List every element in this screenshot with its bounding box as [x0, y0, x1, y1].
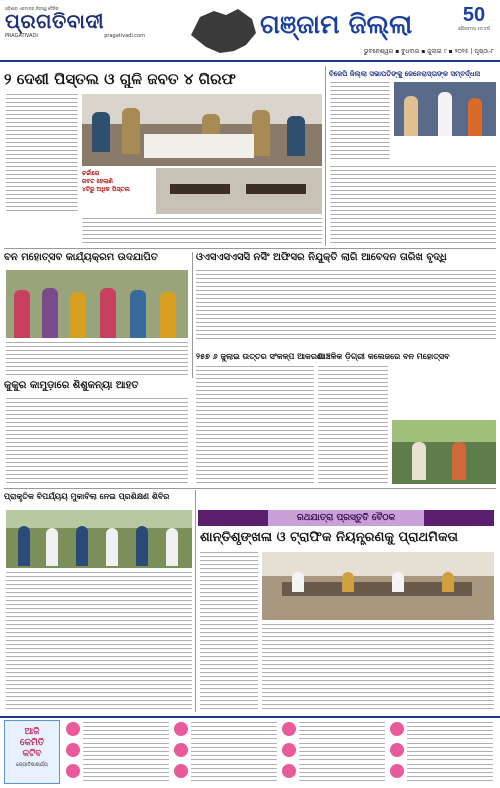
pistol-photo — [82, 94, 322, 166]
disaster-body-text — [6, 572, 192, 712]
horoscope-sign-text — [407, 764, 493, 781]
paper-name-en: PRAGATIVADI — [5, 33, 38, 39]
forest-headline: ବନ ମହୋତ୍ସବ କାର୍ଯ୍ୟକ୍ରମ ଉଦଯାପିତ — [4, 252, 158, 263]
horoscope-sign-icon — [66, 743, 80, 757]
sankalp-headline: ୨୫୭ ୬ ଜୁଲାଇ ଉତ୍ତର ସଂକଳ୍ପ ଆକରଣ — [196, 352, 323, 361]
sankalp-body-text — [196, 366, 314, 484]
anniversary-badge: 50 ଗୌରବମୟ ୫୦ ବର୍ଷ — [458, 4, 490, 31]
pistol-caption: ଚର୍ଚ୍ଚାରେ ଜବତ ହେଲାଣି ୪ଟିରୁ ଅଧିକ ପିସ୍ତଲ — [82, 170, 130, 193]
disaster-photo — [6, 510, 192, 568]
horoscope-sign-text — [191, 764, 277, 781]
horoscope-sign-text — [407, 743, 493, 760]
tagline: ଓଡ଼ିଶାର ଏକମାତ୍ର ନିଜସ୍ୱ ଦୈନିକ — [5, 6, 59, 11]
pistol-headline: ୨ ଦେଶୀ ପିସ୍ତଲ ଓ ଗୁଳି ଜବତ ୪ ଗିରଫ — [4, 70, 236, 88]
horoscope-sign-text — [191, 722, 277, 739]
traffic-body-text-2 — [262, 624, 494, 710]
dogbite-body-text — [6, 398, 188, 484]
masthead: ଓଡ଼ିଶାର ଏକମାତ୍ର ନିଜସ୍ୱ ଦୈନିକ ପ୍ରଗତିବାଦୀ PRAGATIVADI pragativadi.com ଗଞ୍ଜାମ ଜିଲ୍ଲା 50 ଗୌରବମୟ ୫୦ ବର୍ଷ ଭୁବନେଶ୍ୱର ▪ ବୁଧବାର ▪ ଜୁଲାଇ ୯ ▪ ୨୦୨୫ | ପୃଷ୍ଠା-୮ — [0, 0, 500, 62]
bjp-body-text-2 — [330, 166, 496, 244]
college-body-text — [318, 366, 388, 484]
horoscope-sign-text — [299, 722, 385, 739]
horoscope-sidebar — [4, 720, 60, 784]
horoscope-sign-icon — [282, 764, 296, 778]
horoscope-sign-icon — [174, 764, 188, 778]
forest-body-text — [6, 342, 188, 376]
nurse-body-text — [196, 270, 496, 342]
college-headline: ଆଞ୍ଚଳିକ ଡ଼ିଗ୍ରୀ କଲେଜରେ ବନ ମହୋତ୍ସବ — [318, 352, 450, 361]
horoscope-sign-text — [83, 764, 169, 781]
logo — [5, 6, 145, 39]
horoscope-sign-text — [191, 743, 277, 760]
bjp-body-text — [330, 82, 390, 162]
forest-photo — [6, 270, 188, 338]
rath-banner — [198, 510, 494, 526]
horoscope-sign-icon — [282, 722, 296, 736]
horoscope-sign-icon — [174, 743, 188, 757]
horoscope-title: ଆଜି କେମିତି କଟିବ — [19, 727, 45, 759]
horoscope-sign-icon — [174, 722, 188, 736]
traffic-photo — [262, 552, 494, 620]
page-number: ପୃଷ୍ଠା-୮ — [474, 48, 494, 55]
pistol-body-text — [6, 94, 78, 214]
pistol-body-text-2 — [82, 218, 322, 244]
horoscope-sign-icon — [66, 722, 80, 736]
rath-label: ରଥଯାତ୍ରା ପ୍ରସ୍ତୁତି ବୈଠକ — [268, 510, 424, 526]
college-photo — [392, 420, 496, 484]
website: pragativadi.com — [104, 33, 145, 39]
horoscope-sign-icon — [390, 722, 404, 736]
traffic-headline: ଶାନ୍ତିଶୃଙ୍ଖଳା ଓ ଟ୍ରାଫିକ ନିୟନ୍ତ୍ରଣକୁ ପ୍ରାଥମିକତା — [200, 530, 458, 545]
district-title: ଗଞ୍ଜାମ ଜିଲ୍ଲା — [260, 10, 413, 40]
map-icon — [186, 5, 261, 57]
dateline: ଭୁବନେଶ୍ୱର ▪ ବୁଧବାର ▪ ଜୁଲାଇ ୯ ▪ ୨୦୨୫ — [363, 48, 469, 55]
disaster-headline: ପ୍ରାକୃତିକ ବିପର୍ଯ୍ୟୟ ମୁକାବିଲା ନେଇ ପ୍ରଶିକ୍ଷଣ ଶିବିର — [4, 492, 170, 501]
horoscope-sign-text — [299, 764, 385, 781]
nurse-headline: ଓଏସଏସଏସସି ନର୍ସିଂ ଅଫିସର ନିଯୁକ୍ତି ଲାଗି ଆବେଦନ ତାରିଖ ବୃଦ୍ଧି — [196, 252, 447, 263]
bjp-headline: ବିଜେପି ଜିଲ୍ଲା ସଭାପତିଙ୍କୁ ଜେନେରାସ୍ତାଙ୍କ ସମ୍ବର୍ଦ୍ଧନା — [329, 70, 481, 78]
bjp-photo — [394, 82, 496, 136]
horoscope-sign-text — [83, 722, 169, 739]
dogbite-headline: କୁକୁର କାମୁଡ଼ାରେ ଶିଶୁକନ୍ୟା ଆହତ — [4, 380, 139, 391]
horoscope-sign-icon — [390, 743, 404, 757]
horoscope-sign-icon — [282, 743, 296, 757]
horoscope-sign-icon — [66, 764, 80, 778]
pistol-guns-photo — [156, 168, 322, 214]
horoscope-sign-text — [407, 722, 493, 739]
horoscope-sign-icon — [390, 764, 404, 778]
horoscope-author: ଜ୍ୟୋତିଷାଚାର୍ଯ୍ୟ — [16, 762, 48, 768]
horoscope-sign-text — [299, 743, 385, 760]
horoscope-sign-text — [83, 743, 169, 760]
traffic-body-text — [200, 552, 258, 710]
paper-name: ପ୍ରଗତିବାଦୀ — [5, 11, 105, 33]
